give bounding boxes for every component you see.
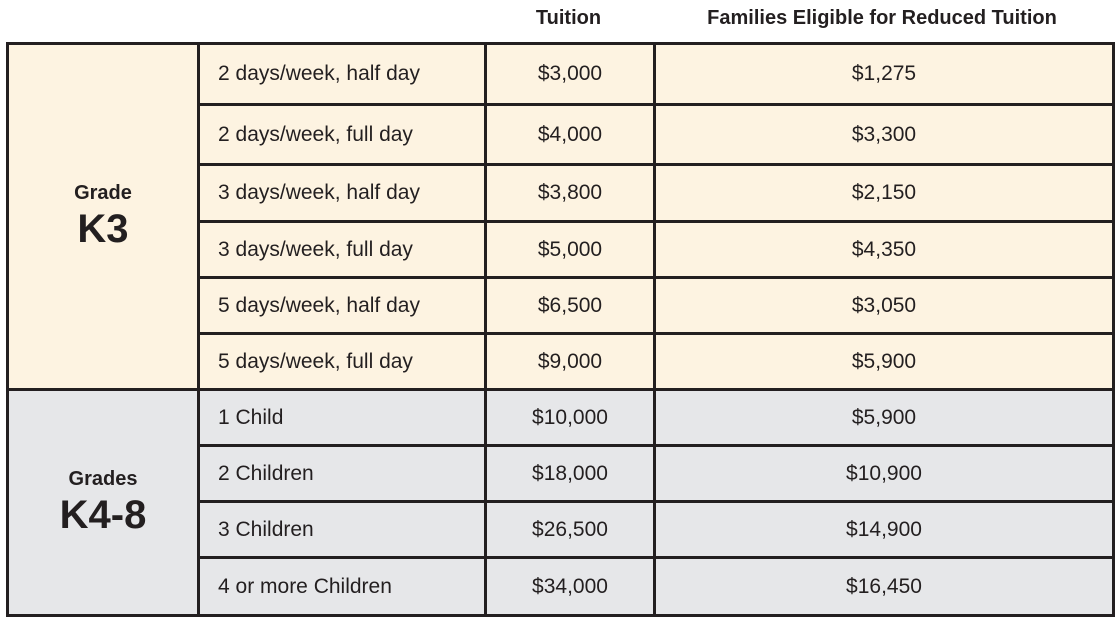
tuition-cell: $26,500 [486,502,655,558]
option-cell: 1 Child [199,390,486,446]
reduced-tuition-cell: $2,150 [655,165,1114,222]
option-cell: 5 days/week, full day [199,334,486,390]
reduced-tuition-cell: $1,275 [655,44,1114,105]
reduced-tuition-cell: $3,300 [655,105,1114,165]
reduced-tuition-cell: $14,900 [655,502,1114,558]
tuition-table [6,42,1115,617]
group-label-k4-8 [8,390,199,616]
group-label-small: Grades [68,467,138,490]
tuition-cell: $18,000 [486,446,655,502]
tuition-cell: $10,000 [486,390,655,446]
tuition-cell: $3,000 [486,44,655,105]
option-cell: 2 Children [199,446,486,502]
option-cell: 5 days/week, half day [199,278,486,334]
group-label-big: K3 [77,206,129,251]
reduced-tuition-cell: $3,050 [655,278,1114,334]
reduced-tuition-cell: $10,900 [655,446,1114,502]
header-tuition: Tuition [535,6,602,29]
table-row [8,390,1114,446]
group-label-small: Grade [74,181,132,204]
reduced-tuition-cell: $5,900 [655,390,1114,446]
option-cell: 3 days/week, half day [199,165,486,222]
group-label-k3 [8,44,199,390]
option-cell: 4 or more Children [199,558,486,616]
tuition-cell: $4,000 [486,105,655,165]
option-cell: 3 Children [199,502,486,558]
option-cell: 3 days/week, full day [199,222,486,278]
reduced-tuition-cell: $4,350 [655,222,1114,278]
reduced-tuition-cell: $5,900 [655,334,1114,390]
reduced-tuition-cell: $16,450 [655,558,1114,616]
header-reduced-tuition: Families Eligible for Reduced Tuition [707,6,1057,29]
tuition-cell: $3,800 [486,165,655,222]
table-row [8,44,1114,105]
tuition-cell: $5,000 [486,222,655,278]
tuition-cell: $6,500 [486,278,655,334]
tuition-cell: $34,000 [486,558,655,616]
table-header [0,0,1118,42]
option-cell: 2 days/week, half day [199,44,486,105]
option-cell: 2 days/week, full day [199,105,486,165]
group-label-big: K4-8 [59,492,147,537]
tuition-cell: $9,000 [486,334,655,390]
